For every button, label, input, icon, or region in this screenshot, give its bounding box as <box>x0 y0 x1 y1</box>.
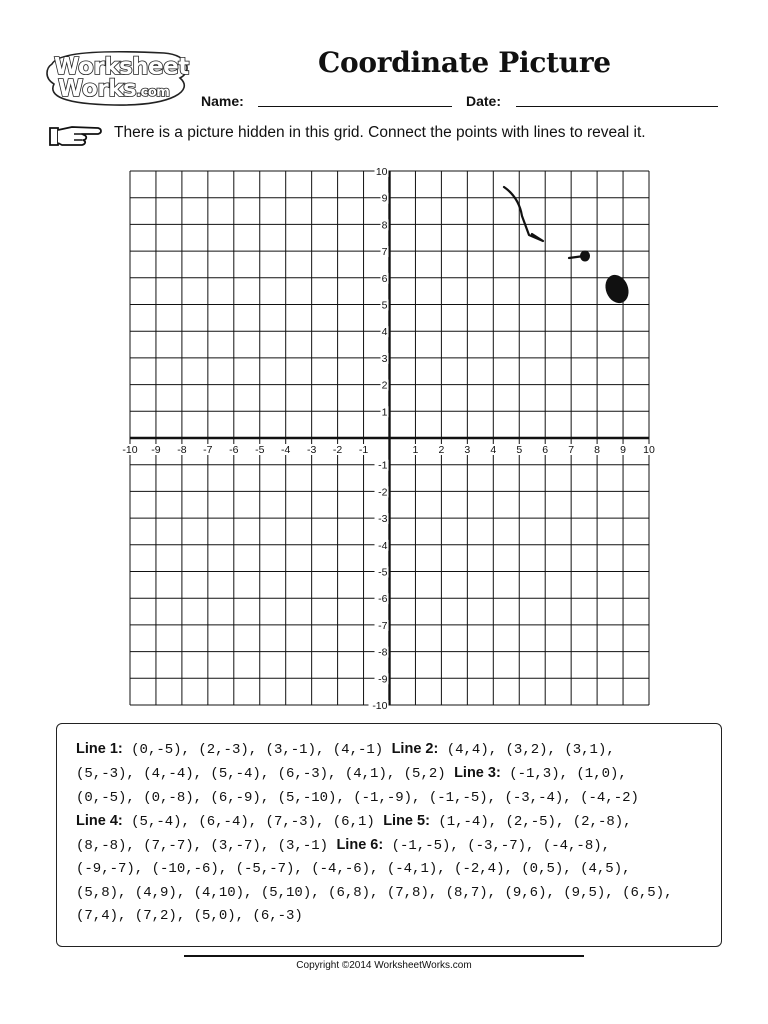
y-tick-label: 1 <box>381 406 388 419</box>
copyright-text: Copyright ©2014 WorksheetWorks.com <box>296 960 472 971</box>
line-label: Line 4: <box>76 812 123 829</box>
y-tick-label: -5 <box>378 566 388 579</box>
y-tick-label: 9 <box>381 192 388 205</box>
y-tick-label: 4 <box>381 326 388 339</box>
y-tick-label: 10 <box>375 166 388 178</box>
line-points: (8,-8), (7,-7), (3,-7), (3,-1) <box>76 838 337 855</box>
line-label: Line 5: <box>383 812 430 829</box>
y-tick-label: 5 <box>381 299 388 312</box>
x-tick-label: 6 <box>542 444 549 456</box>
line-points: (-9,-7), (-10,-6), (-5,-7), (-4,-6), (-4,1), (-2,4), (0,5), (4,5), <box>76 861 631 878</box>
line-points: (5,-3), (4,-4), (5,-4), (6,-3), (4,1), (5,2) <box>76 766 455 783</box>
x-tick-label: -4 <box>281 444 291 456</box>
x-tick-label: -10 <box>122 444 138 456</box>
y-tick-label: -7 <box>378 619 388 632</box>
x-tick-label: 2 <box>438 444 445 456</box>
y-tick-label: -8 <box>378 646 388 659</box>
y-tick-label: 8 <box>381 219 388 232</box>
x-tick-label: 8 <box>594 444 601 456</box>
x-tick-label: -6 <box>229 444 239 456</box>
line-points: (4,4), (3,2), (3,1), <box>438 742 615 758</box>
y-tick-label: 7 <box>381 246 388 259</box>
x-tick-label: -7 <box>203 444 213 456</box>
x-tick-label: -5 <box>255 444 265 456</box>
y-tick-label: 3 <box>381 352 388 365</box>
points-list-row <box>76 762 716 786</box>
line-points: (0,-5), (2,-3), (3,-1), (4,-1) <box>122 742 392 758</box>
x-tick-label: -8 <box>177 444 187 456</box>
y-tick-label: -1 <box>378 459 388 472</box>
grid-lines <box>130 171 649 705</box>
pencil-dot-small <box>580 251 590 262</box>
line-points: (-1,3), (1,0), <box>500 766 627 783</box>
points-list-row <box>76 834 716 858</box>
x-tick-label: 9 <box>620 444 626 456</box>
y-tick-label: -2 <box>378 486 388 499</box>
logo-word-worksheet: Worksheet <box>54 54 189 80</box>
x-tick-label: 5 <box>516 444 523 456</box>
y-tick-label: 2 <box>381 379 388 392</box>
points-list-row <box>76 810 716 834</box>
logo-word-works: Works.com <box>58 76 170 102</box>
x-tick-label: -9 <box>151 444 161 456</box>
logo-suffix: .com <box>136 85 170 100</box>
line-label: Line 1: <box>76 741 123 757</box>
line-points: (5,8), (4,9), (4,10), (5,10), (6,8), (7,8), (8,7), (9,6), (9,5), (6,5), <box>76 884 673 901</box>
points-list-row <box>76 858 716 881</box>
line-points: (1,-4), (2,-5), (2,-8), <box>429 813 632 830</box>
y-tick-label: -4 <box>378 539 388 552</box>
instructions-text: There is a picture hidden in this grid. Connect the points with lines to reveal it. <box>114 124 646 141</box>
points-list-row <box>76 905 716 928</box>
x-tick-label: 7 <box>568 444 575 456</box>
footer-rule <box>184 955 584 957</box>
line-points: (7,4), (7,2), (5,0), (6,-3) <box>76 908 303 925</box>
name-label: Name: <box>201 93 244 109</box>
points-list-row <box>76 787 716 810</box>
line-label: Line 3: <box>454 765 501 782</box>
y-tick-label: -6 <box>378 593 388 606</box>
y-tick-label: 6 <box>381 272 388 285</box>
pencil-marks <box>504 187 633 307</box>
line-points: (5,-4), (6,-4), (7,-3), (6,1) <box>122 813 384 830</box>
y-tick-label: -10 <box>372 700 388 712</box>
page-title: Coordinate Picture <box>318 46 611 79</box>
x-tick-label: 10 <box>643 444 655 456</box>
y-tick-label: -9 <box>378 673 388 686</box>
points-list-row <box>76 882 716 905</box>
x-tick-label: -2 <box>332 444 343 456</box>
y-tick-label: -3 <box>378 513 388 526</box>
points-list-row <box>76 738 716 762</box>
pencil-blob <box>601 271 632 306</box>
x-tick-label: -1 <box>358 444 369 456</box>
date-label: Date: <box>466 93 502 109</box>
line-points: (0,-5), (0,-8), (6,-9), (5,-10), (-1,-9), (-1,-5), (-3,-4), (-4,-2) <box>76 789 639 806</box>
x-tick-label: -3 <box>306 444 317 456</box>
line-label: Line 6: <box>336 837 384 854</box>
x-tick-label: 3 <box>464 444 471 456</box>
x-tick-label: 1 <box>412 444 419 456</box>
points-list <box>76 738 716 928</box>
line-points: (-1,-5), (-3,-7), (-4,-8), <box>383 838 611 855</box>
x-tick-label: 4 <box>490 444 497 456</box>
pencil-stroke-hook <box>504 187 543 241</box>
line-label: Line 2: <box>391 741 439 757</box>
